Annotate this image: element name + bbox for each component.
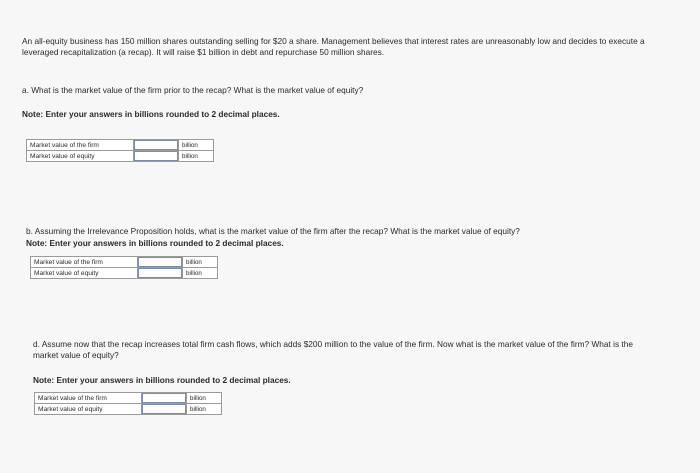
table-row <box>31 257 218 268</box>
row-label: Market value of equity <box>35 404 142 415</box>
table-row <box>35 404 222 415</box>
part-a-answer-table <box>26 139 214 162</box>
part-d-firm-value-input[interactable] <box>142 393 186 403</box>
part-a-equity-value-input[interactable] <box>134 151 178 161</box>
table-row <box>35 393 222 404</box>
part-a-question: a. What is the market value of the firm prior to the recap? What is the market value of equity? <box>22 85 364 95</box>
row-label: Market value of the firm <box>27 140 134 151</box>
unit-label: billion <box>179 151 214 162</box>
unit-label: billion <box>179 140 214 151</box>
part-d-answer-table <box>34 392 222 415</box>
unit-label: billion <box>183 257 218 268</box>
part-b-firm-value-input[interactable] <box>138 257 182 267</box>
part-d-question: d. Assume now that the recap increases total firm cash flows, which adds $200 million to the value of the firm. Now what is the market value of the firm? What is the market value of equity? <box>33 339 633 360</box>
table-row <box>27 140 214 151</box>
part-a-firm-value-input[interactable] <box>134 140 178 150</box>
table-row <box>31 268 218 279</box>
part-a-note: Note: Enter your answers in billions rounded to 2 decimal places. <box>22 109 280 119</box>
unit-label: billion <box>187 404 222 415</box>
row-label: Market value of the firm <box>31 257 138 268</box>
row-label: Market value of equity <box>27 151 134 162</box>
unit-label: billion <box>183 268 218 279</box>
table-row <box>27 151 214 162</box>
part-b-question: b. Assuming the Irrelevance Proposition holds, what is the market value of the firm after the recap? What is the market value of equity? <box>26 226 520 236</box>
part-d-note: Note: Enter your answers in billions rounded to 2 decimal places. <box>33 375 291 385</box>
problem-intro: An all-equity business has 150 million shares outstanding selling for $20 a share. Management believes that interest rates are unreasonably low and decides to execute a leveraged recapitalization (a recap). It will raise $1 billion in debt and repurchase 50 million shares. <box>22 36 645 57</box>
part-b-answer-table <box>30 256 218 279</box>
row-label: Market value of equity <box>31 268 138 279</box>
part-b-equity-value-input[interactable] <box>138 268 182 278</box>
part-d-equity-value-input[interactable] <box>142 404 186 414</box>
part-b-note: Note: Enter your answers in billions rounded to 2 decimal places. <box>26 238 284 248</box>
unit-label: billion <box>187 393 222 404</box>
row-label: Market value of the firm <box>35 393 142 404</box>
